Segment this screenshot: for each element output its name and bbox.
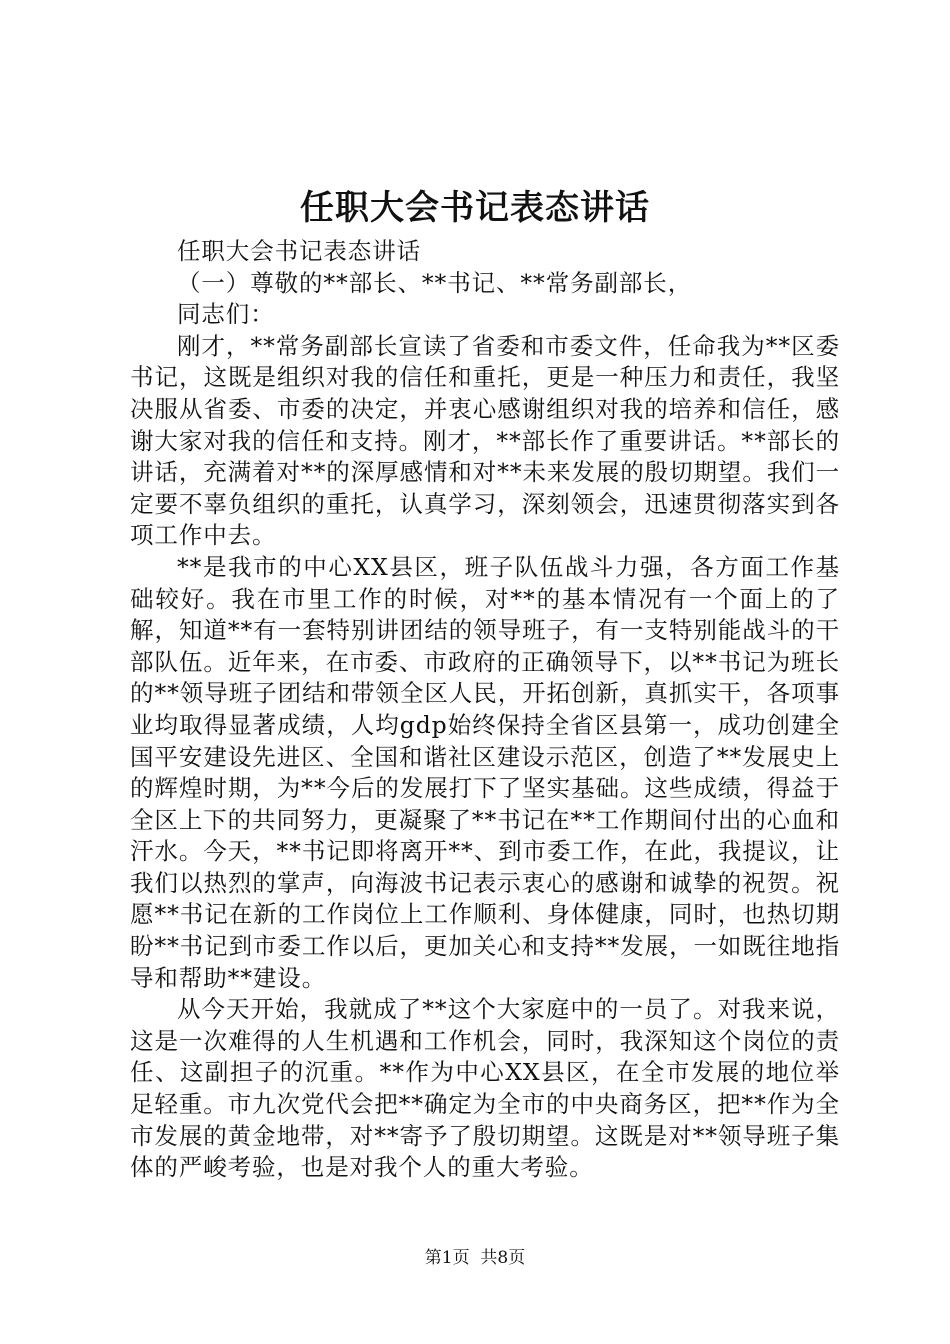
paragraph-subtitle: 任职大会书记表态讲话 — [177, 237, 421, 265]
paragraph: **是我市的中心XX县区，班子队伍战斗力强，各方面工作基础较好。我在市里工作的时候，对**的基本情况有一个面上的了解，知道**有一套特别讲团结的领导班子，有一支特别能战斗的干部队伍。近年来，在市委、市政府的正确领导下，以**书记为班长的**领导班子团结和带领全区人民，开拓创新，真抓实干，各项事业均取得显著成绩，人均gdp始终保持全省区县第一，成功创建全国平安建设先进区、全国和谐社区建设示范区，创造了**发展史上的辉煌时期，为**今后的发展打下了坚实基础。这些成绩，得益于全区上下的共同努力，更凝聚了**书记在**工作期间付出的心血和汗水。今天，**书记即将离开**、到市委工作，在此，我提议，让我们以热烈的掌声，向海波书记表示衷心的感谢和诚挚的祝贺。祝愿**书记在新的工作岗位上工作顺利、身体健康，同时，也热切期盼**书记到市委工作以后，更加关心和支持**发展，一如既往地指导和帮助**建设。 — [130, 552, 840, 992]
paragraph: 从今天开始，我就成了**这个大家庭中的一员了。对我来说，这是一次难得的人生机遇和工作机会，同时，我深知这个岗位的责任、这副担子的沉重。**作为中心XX县区，在全市发展的地位举足轻重。市九次党代会把**确定为全市的中央商务区，把**作为全市发展的黄金地带，对**寄予了殷切期望。这既是对**领导班子集体的严峻考验，也是对我个人的重大考验。 — [130, 995, 840, 1182]
page-footer — [0, 1246, 950, 1270]
document-body — [130, 236, 840, 1184]
paragraph: 刚才，**常务副部长宣读了省委和市委文件，任命我为**区委书记，这既是组织对我的信任和重托，更是一种压力和责任，我坚决服从省委、市委的决定，并衷心感谢组织对我的培养和信任，感谢大家对我的信任和支持。刚才，**部长作了重要讲话。**部长的讲话，充满着对**的深厚感情和对**未来发展的殷切期望。我们一定要不辜负组织的重托，认真学习，深刻领会，迅速贯彻落实到各项工作中去。 — [130, 331, 840, 550]
page-total: 共8页 — [480, 1248, 526, 1268]
paragraph-salutation: （一）尊敬的**部长、**书记、**常务副部长， — [177, 268, 693, 297]
paragraph-greeting: 同志们： — [177, 300, 275, 329]
page-number: 第1页 — [424, 1248, 470, 1268]
document-title: 任职大会书记表态讲话 — [300, 188, 650, 228]
